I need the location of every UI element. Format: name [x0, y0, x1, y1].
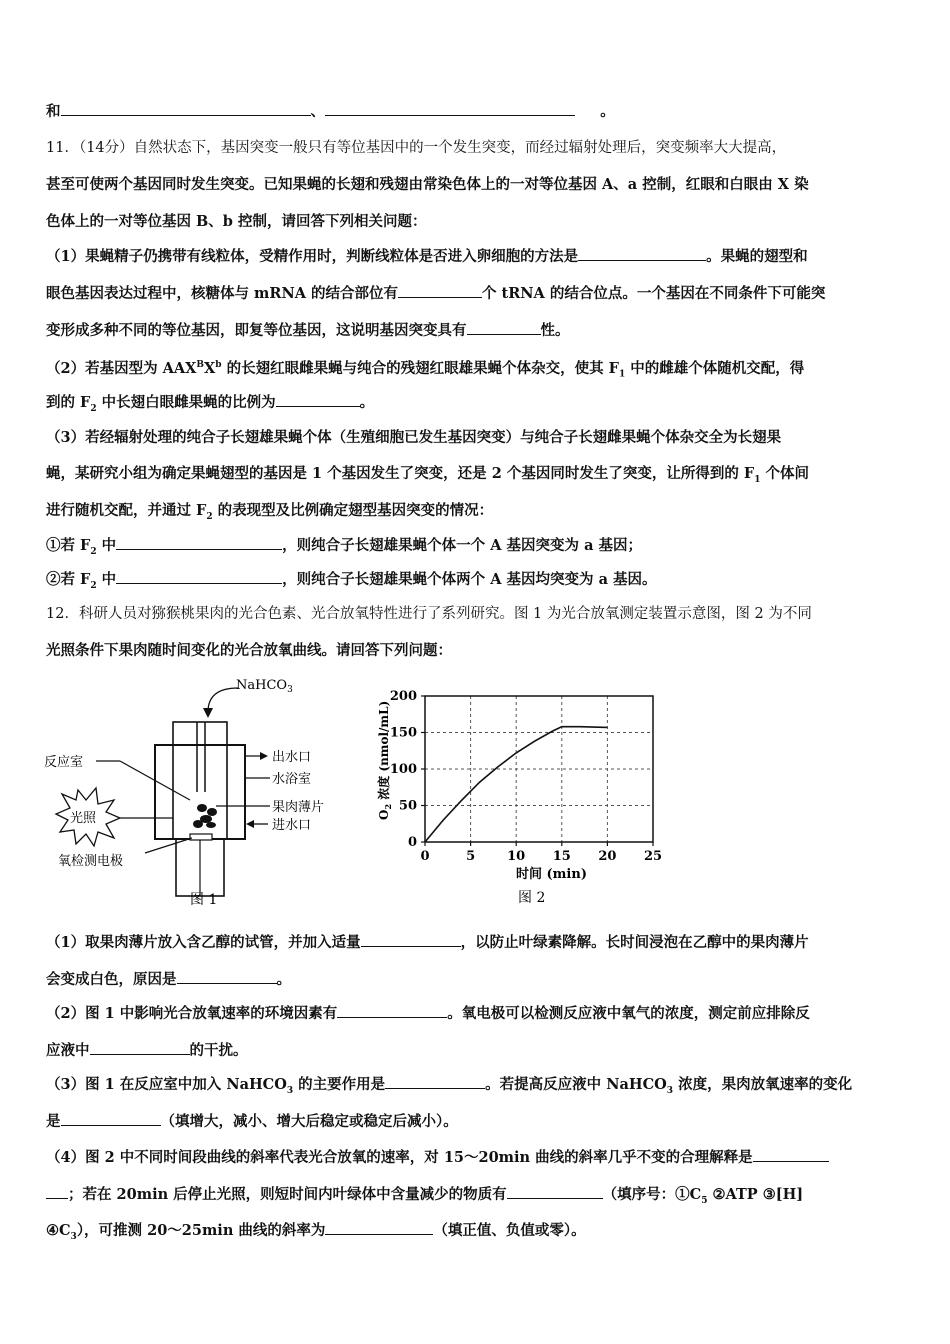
- q11-option-2: ②若 $F_2$ 中 ，则纯合子长翅雄果蝇个体两个 A 基因均突变为 a 基因。: [46, 571, 657, 591]
- blank[interactable]: [276, 392, 360, 407]
- q11-part3-line3: 进行随机交配，并通过 $F_2$ 的表现型及比例确定翅型基因突变的情况：: [46, 502, 494, 522]
- figure-2-chart: [368, 680, 678, 910]
- tick-label-y: 100: [389, 762, 417, 777]
- pulp-slices: [193, 804, 217, 828]
- q11-stem-1: 11．（14分）自然状态下，基因突变一般只有等位基因中的一个发生突变，而经过辐射处理后，突变频率大大提高，: [46, 140, 787, 156]
- blank[interactable]: [325, 1220, 433, 1235]
- tick-label-x: 10: [507, 849, 526, 864]
- pulp-slice-label: 果肉薄片: [272, 800, 325, 815]
- chart-y-label: $O_2$ 浓度 (nmol/mL): [377, 700, 393, 820]
- outlet-label: 出水口: [272, 750, 312, 765]
- electrode-plate: [190, 834, 212, 840]
- blank[interactable]: [116, 569, 282, 584]
- q11-part3-line1: （3）若经辐射处理的纯合子长翅雄果蝇个体（生殖细胞已发生基因突变）与纯合子长翅雌果蝇个体杂交全为长翅果: [46, 429, 782, 446]
- q12-part2-line2: 应液中 的干扰。: [46, 1042, 248, 1059]
- figure-1-apparatus: [40, 672, 360, 912]
- blank[interactable]: [61, 101, 311, 116]
- tick-label-y: 50: [398, 798, 417, 814]
- blank[interactable]: [467, 320, 541, 335]
- blank[interactable]: [90, 1040, 190, 1055]
- q11-option-1: ①若 $F_2$ 中 ，则纯合子长翅雄果蝇个体一个 A 基因突变为 a 基因；: [46, 537, 643, 557]
- blank[interactable]: [61, 1111, 161, 1126]
- blank[interactable]: [325, 101, 575, 116]
- tick-label-x: 5: [466, 849, 476, 864]
- figure-2-caption: 图 2: [518, 890, 546, 906]
- q12-part1-line1: （1）取果肉薄片放入含乙醇的试管，并加入适量 ，以防止叶绿素降解。长时间浸泡在乙醇中的果肉薄片: [46, 934, 809, 951]
- reaction-room-label: 反应室: [44, 755, 84, 770]
- arrow-head: [260, 752, 268, 760]
- q12-part4-line3: $④C_3$），可推测 20～25min 曲线的斜率为 （填正值、负值或零）。: [46, 1222, 586, 1242]
- chart-ticks: [390, 689, 662, 864]
- q11-part2-line2: 到的 $F_2$ 中长翅白眼雌果蝇的比例为 。: [46, 394, 375, 414]
- arrow-head: [203, 708, 213, 718]
- blank[interactable]: [46, 1184, 68, 1199]
- blank[interactable]: [337, 1003, 447, 1018]
- blank[interactable]: [361, 932, 461, 947]
- water-bath-label: 水浴室: [272, 772, 312, 787]
- q11-stem-3: 色体上的一对等位基因 B、b 控制，请回答下列相关问题：: [46, 213, 427, 230]
- blank[interactable]: [385, 1074, 485, 1089]
- blank[interactable]: [398, 283, 482, 298]
- blank[interactable]: [116, 535, 282, 550]
- nahco3-label: NaHCO$_3$: [236, 678, 293, 695]
- answer-line-top: 和 、 。: [46, 103, 615, 120]
- q12-stem-1: 12．科研人员对猕猴桃果肉的光合色素、光合放氧特性进行了系列研究。图 1 为光合放氧测定装置示意图，图 2 为不同: [46, 606, 812, 622]
- blank[interactable]: [578, 246, 706, 261]
- blank[interactable]: [507, 1184, 603, 1199]
- tick-label-x: 20: [598, 849, 617, 864]
- q12-part1-line2: 会变成白色，原因是 。: [46, 971, 291, 988]
- chart-grid: [425, 696, 653, 842]
- q12-stem-2: 光照条件下果肉随时间变化的光合放氧曲线。请回答下列问题：: [46, 642, 452, 659]
- q11-part2-line1: （2）若基因型为 $AAX^BX^b$ 的长翅红眼雌果蝇与纯合的残翅红眼雄果蝇个体杂交，使其 $F_1$ 中的雌雄个体随机交配，得: [46, 359, 805, 380]
- leader-line: [145, 838, 192, 853]
- q11-part1-line1: （1）果蝇精子仍携带有线粒体，受精作用时，判断线粒体是否进入卵细胞的方法是 。果蝇的翅型和: [46, 248, 808, 265]
- tick-label-x: 25: [643, 849, 663, 864]
- q12-part4-line1: （4）图 2 中不同时间段曲线的斜率代表光合放氧的速率，对 15～20min 曲线的斜率几乎不变的合理解释是: [46, 1147, 906, 1168]
- tick-label-x: 15: [552, 849, 571, 864]
- q11-stem-2: 甚至可使两个基因同时发生突变。已知果蝇的长翅和残翅由常染色体上的一对等位基因 A、a 控制，红眼和白眼由 X 染: [46, 176, 809, 193]
- q12-part4-line2: ；若在 20min 后停止光照，则短时间内叶绿体中含量减少的物质有 （填序号：$①C_5$ ②ATP ③[H]: [46, 1184, 906, 1211]
- q11-part1-line2: 眼色基因表达过程中，核糖体与 mRNA 的结合部位有 个 tRNA 的结合位点。一个基因在不同条件下可能突: [46, 285, 826, 302]
- q11-part3-line2: 蝇，某研究小组为确定果蝇翅型的基因是 1 个基因发生了突变，还是 2 个基因同时发生了突变，让所得到的 $F_1$ 个体间: [46, 465, 810, 485]
- tick-label-y: 0: [407, 835, 417, 850]
- q11-part1-line3: 变形成多种不同的等位基因，即复等位基因，这说明基因突变具有 性。: [46, 322, 570, 339]
- electrode-label: 氧检测电极: [58, 854, 124, 869]
- tick-label-x: 0: [420, 849, 430, 864]
- q12-part2-line1: （2）图 1 中影响光合放氧速率的环境因素有 。氧电极可以检测反应液中氧气的浓度，测定前应排除反: [46, 1005, 810, 1022]
- chart-x-label: 时间 (min): [516, 867, 587, 882]
- inlet-label: 进水口: [272, 818, 312, 833]
- q12-part3-line2: 是 （填增大，减小、增大后稳定或稳定后减小）。: [46, 1113, 458, 1130]
- tick-label-y: 150: [389, 725, 417, 741]
- tick-label-y: 200: [389, 689, 417, 704]
- blank[interactable]: [177, 969, 277, 984]
- figure-1-caption: 图 1: [190, 892, 218, 908]
- light-label: 光照: [70, 811, 97, 826]
- q12-part3-line1: （3）图 1 在反应室中加入 NaHCO$_3$ 的主要作用是 。若提高反应液中 NaHCO$_3$ 浓度，果肉放氧速率的变化: [46, 1076, 853, 1096]
- blank[interactable]: [753, 1147, 829, 1162]
- arrow-head: [246, 820, 254, 828]
